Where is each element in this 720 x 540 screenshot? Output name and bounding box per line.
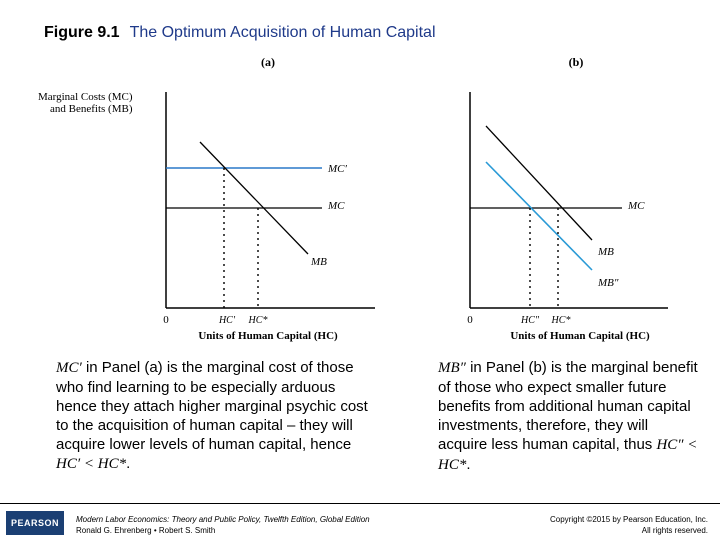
copyright-line: Copyright ©2015 by Pearson Education, Inc.	[550, 515, 708, 524]
panel-a-mc-label: MC	[328, 200, 345, 212]
panel-a-mb-label: MB	[311, 256, 327, 268]
footer-divider	[0, 503, 720, 504]
panel-b-x-axis-label: Units of Human Capital (HC)	[510, 330, 650, 342]
panel-b	[467, 55, 668, 342]
panel-a-mc-prime-label: MC′	[328, 163, 347, 175]
caption-panel-b	[438, 358, 700, 475]
panel-a-hc-prime-label: HC′	[218, 315, 236, 326]
caption-b-math-1: MB″	[438, 360, 466, 376]
book-title: Modern Labor Economics: Theory and Public Policy, Twelfth Edition, Global Edition	[76, 515, 370, 524]
caption-b-text-1: in Panel (b) is the marginal benefit of those who expect smaller future benefits from additional human capital investments, therefore, they will acquire less human capital, thus	[438, 359, 698, 453]
panel-a-hc-star-label: HC*	[248, 315, 268, 326]
rights-line: All rights reserved.	[641, 526, 708, 535]
caption-b-math-2: HC″ < HC*	[438, 437, 698, 473]
panel-b-label: (b)	[568, 55, 584, 69]
panel-a-origin: 0	[163, 314, 169, 326]
copyright-notice	[550, 514, 708, 536]
panel-a-mb-line	[200, 142, 308, 254]
caption-a-math-1: MC′	[56, 360, 82, 376]
panel-b-hc-dprime-label: HC″	[520, 315, 540, 326]
panel-b-mb-line	[486, 126, 592, 240]
panel-a	[38, 55, 375, 342]
pearson-logo: PEARSON	[6, 511, 64, 535]
panel-b-origin: 0	[467, 314, 473, 326]
caption-a-math-2: HC′ < HC*	[56, 456, 127, 472]
panel-b-mc-label: MC	[628, 200, 645, 212]
caption-a-text-2: .	[126, 455, 131, 472]
book-citation	[76, 514, 370, 536]
caption-b-text-2: .	[466, 456, 471, 473]
panel-b-mb-dprime-line	[486, 162, 592, 270]
figure-heading: The Optimum Acquisition of Human Capital	[129, 24, 436, 41]
panel-b-mb-dprime-label: MB″	[598, 277, 619, 289]
panel-b-hc-star-label: HC*	[551, 315, 571, 326]
panel-b-mb-label: MB	[598, 246, 614, 258]
panel-a-x-axis-label: Units of Human Capital (HC)	[198, 330, 338, 342]
caption-a-text-1: in Panel (a) is the marginal cost of those who find learning to be especially arduous hence they attach higher marginal psychic cost to the acquisition of human capital – they will acquire lower levels of human capital, hence	[56, 359, 368, 453]
panel-a-label: (a)	[261, 55, 275, 69]
figure-number: Figure 9.1	[44, 24, 120, 41]
panel-a-y-axis-label-2: and Benefits (MB)	[50, 103, 133, 115]
panel-a-y-axis-label-1: Marginal Costs (MC)	[38, 91, 133, 103]
book-authors: Ronald G. Ehrenberg • Robert S. Smith	[76, 526, 216, 535]
caption-panel-a	[56, 358, 376, 474]
